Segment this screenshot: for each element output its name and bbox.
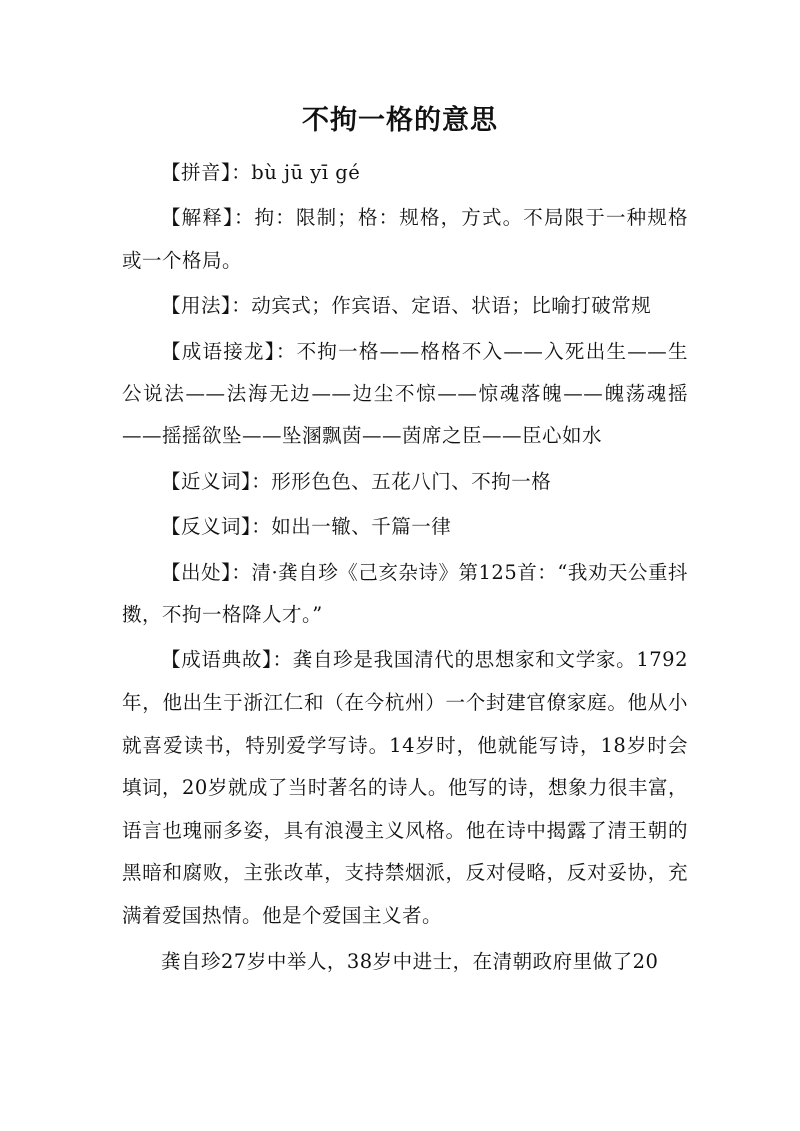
pinyin-tag: 【拼音】 — [161, 161, 232, 184]
antonyms-paragraph — [122, 506, 688, 548]
pinyin-text: ：bù jū yī gé — [231, 161, 361, 184]
source-paragraph — [122, 552, 688, 637]
usage-paragraph — [122, 285, 688, 327]
chain-text: ：不拘一格——格格不入——入死出生——生公说法——法海无边——边尘不惊——惊魂落魄——魄荡魂摇——摇摇欲坠——坠溷飘茵——茵席之臣——臣心如水 — [122, 339, 688, 448]
usage-text: ：动宾式；作宾语、定语、状语；比喻打破常规 — [231, 294, 652, 318]
page-title: 不拘一格的意思 — [302, 105, 498, 136]
synonyms-tag: 【近义词】 — [161, 469, 252, 493]
synonyms-text: ：形形色色、五花八门、不拘一格 — [251, 469, 552, 493]
source-text: ：清·龚自珍《己亥杂诗》第125首：“我劝天公重抖擞，不拘一格降人才。” — [122, 560, 688, 627]
antonyms-text: ：如出一辙、千篇一律 — [251, 515, 452, 539]
story-continued-paragraph: 龚自珍27岁中举人，38岁中进士，在清朝政府里做了20 — [161, 949, 659, 973]
synonyms-paragraph — [122, 461, 688, 503]
explanation-paragraph — [122, 197, 688, 282]
explanation-text: ：拘：限制；格：规格，方式。不局限于一种规格或一个格局。 — [122, 206, 688, 272]
document-body — [122, 152, 688, 986]
source-tag: 【出处】 — [161, 560, 232, 584]
chain-paragraph — [122, 331, 688, 458]
story-tag: 【成语典故】 — [161, 648, 273, 672]
explanation-tag: 【解释】 — [161, 206, 234, 230]
chain-tag: 【成语接龙】 — [161, 339, 276, 363]
story-paragraph — [122, 639, 688, 937]
usage-tag: 【用法】 — [161, 294, 232, 318]
pinyin-paragraph — [122, 152, 688, 194]
story-text: ：龚自珍是我国清代的思想家和文学家。1792年，他出生于浙江仁和（在今杭州）一个封建官僚家庭。他从小就喜爱读书，特别爱学写诗。14岁时，他就能写诗，18岁时会填词，20岁就成了当时著名的诗人。他写的诗，想象力很丰富，语言也瑰丽多姿，具有浪漫主义风格。他在诗中揭露了清王朝的黑暗和腐败，主张改革，支持禁烟派，反对侵略，反对妥协，充满着爱国热情。他是个爱国主义者。 — [122, 648, 688, 928]
antonyms-tag: 【反义词】 — [161, 515, 252, 539]
